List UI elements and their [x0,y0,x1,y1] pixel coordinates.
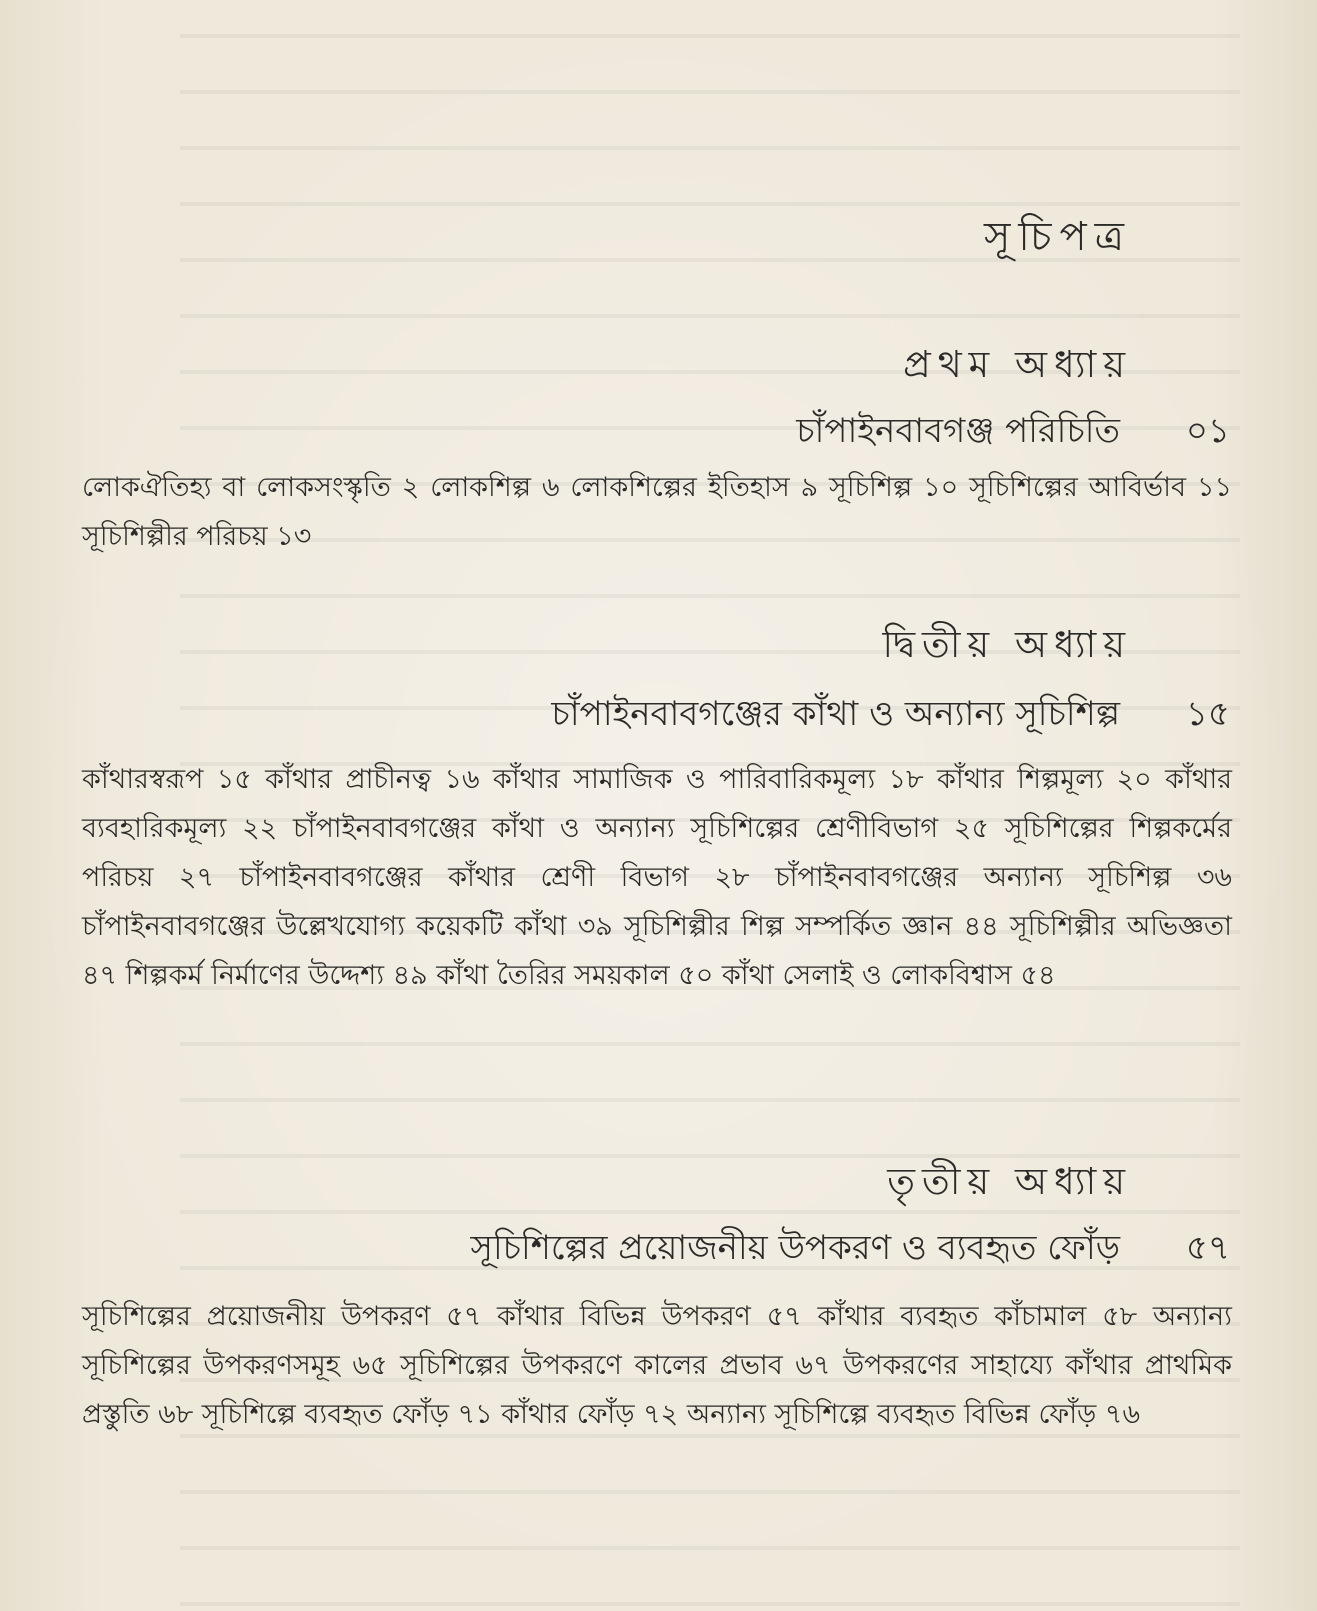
chapter-3-heading: তৃতীয় অধ্যায় [887,1160,1132,1203]
chapter-3-title: সূচিশিল্পের প্রয়োজনীয় উপকরণ ও ব্যবহৃত ফোঁড় [470,1228,1120,1268]
chapter-1-contents: লোকঐতিহ্য বা লোকসংস্কৃতি ২ লোকশিল্প ৬ লোকশিল্পের ইতিহাস ৯ সূচিশিল্প ১০ সূচিশিল্পের আবির্ভাব ১১ সূচিশিল্পীর পরিচয় ১৩ [82,472,1232,552]
toc-title: সূচিপত্র [984,214,1132,260]
chapter-2-title: চাঁপাইনবাবগঞ্জের কাঁথা ও অন্যান্য সূচিশিল্প [551,694,1120,734]
chapter-2-page-number: ১৫ [1185,694,1230,734]
chapter-3-page-number: ৫৭ [1185,1228,1230,1268]
chapter-3-contents: সূচিশিল্পের প্রয়োজনীয় উপকরণ ৫৭ কাঁথার বিভিন্ন উপকরণ ৫৭ কাঁথার ব্যবহৃত কাঁচামাল ৫৮ অন্যান্য সূচিশিল্পের উপকরণসমূহ ৬৫ সূচিশিল্পের উপকরণে কালের প্রভাব ৬৭ উপকরণের সাহায্যে কাঁথার প্রাথমিক প্রস্তুতি ৬৮ সূচিশিল্পে ব্যবহৃত ফোঁড় ৭১ কাঁথার ফোঁড় ৭২ অন্যান্য সূচিশিল্পে ব্যবহৃত বিভিন্ন ফোঁড় ৭৬ [82,1301,1232,1430]
chapter-1-title: চাঁপাইনবাবগঞ্জ পরিচিতি [796,411,1120,451]
chapter-1-heading: প্রথম অধ্যায় [903,343,1132,386]
chapter-1-page-number: ০১ [1185,411,1230,451]
chapter-2-contents: কাঁথারস্বরূপ ১৫ কাঁথার প্রাচীনত্ব ১৬ কাঁথার সামাজিক ও পারিবারিকমূল্য ১৮ কাঁথার শিল্পমূল্য ২০ কাঁথার ব্যবহারিকমূল্য ২২ চাঁপাইনবাবগঞ্জের কাঁথা ও অন্যান্য সূচিশিল্পের শ্রেণীবিভাগ ২৫ সূচিশিল্পের শিল্পকর্মের পরিচয় ২৭ চাঁপাইনবাবগঞ্জের কাঁথার শ্রেণী বিভাগ ২৮ চাঁপাইনবাবগঞ্জের অন্যান্য সূচিশিল্প ৩৬ চাঁপাইনবাবগঞ্জের উল্লেখযোগ্য কয়েকটি কাঁথা ৩৯ সূচিশিল্পীর শিল্প সম্পর্কিত জ্ঞান ৪৪ সূচিশিল্পীর অভিজ্ঞতা ৪৭ শিল্পকর্ম নির্মাণের উদ্দেশ্য ৪৯ কাঁথা তৈরির সময়কাল ৫০ কাঁথা সেলাই ও লোকবিশ্বাস ৫৪ [82,764,1232,991]
chapter-2-heading: দ্বিতীয় অধ্যায় [882,623,1132,666]
